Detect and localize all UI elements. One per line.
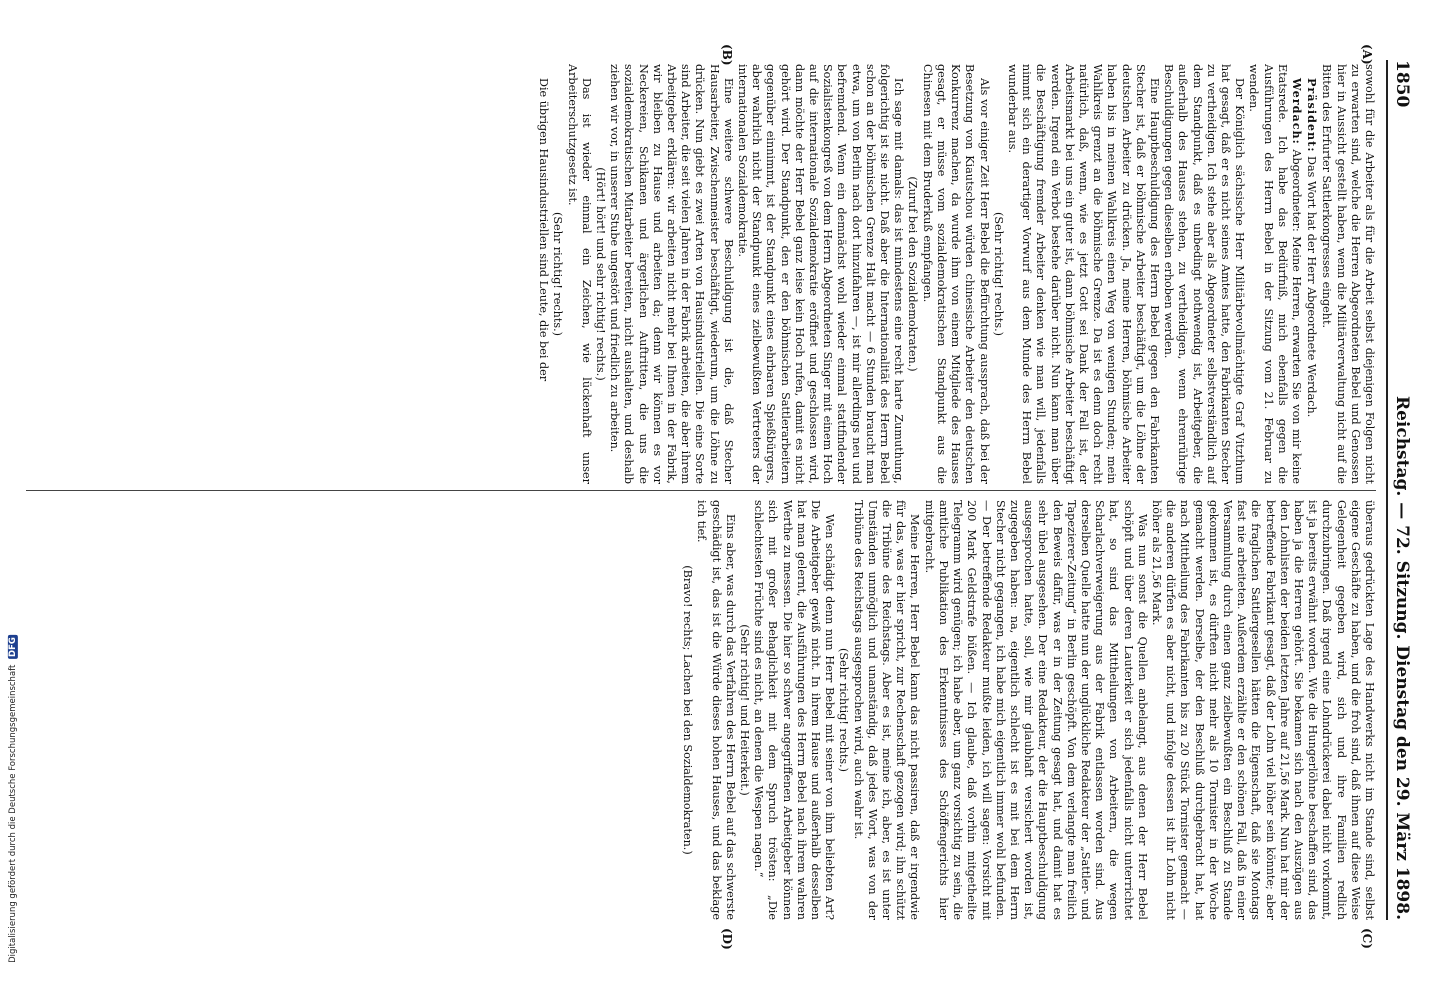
paragraph-text: (Sehr richtig! rechts.) [551, 211, 565, 337]
paragraph-text: (Hört! hört! und sehr richtig! rechts.) [594, 167, 608, 381]
paragraph [850, 500, 921, 920]
paragraph-text: Wen schädigt denn nun Herr Bebel mit seiner von ihm beliebten Art? Die Arbeitgeber gewiß nicht. In ihrem Hause und außerhalb desselben hat man gelernt, die Ausführungen des Herrn Bebel nach ihrem wahren Werthe zu messen. Die hier so schwer angegriffenen Arbeitgeber können sich mit großer Behaglichkeit mit dem Spruch trösten: „Die schlechtesten Früchte sind es nicht, an denen die Wespen nagen.“ [752, 500, 837, 920]
paragraph-text: Eine weitere schwere Beschuldigung ist die, daß Stecher Hausarbeiter, Zwischenmeister beschäftigt, wiederum, um die Löhne zu drücken. Nun giebt es zwei Arten von Hausindustriellen. Die eine Sorte sind Arbeiter, die seit vielen Jahren in der Fabrik arbeiten, die aber ihrem Arbeitgeber erklären: wir arbeiten nicht mehr bei Ihnen in der Fabrik, wir bleiben zu Hause und arbeiten da; denn wir können es vor Neckereien, Schikanen und ärgerlichen Auftritten, die uns die sozialdemokratischen Mitarbeiter bereiten, nicht aushalten, und deshalb ziehen wir vor, in unserer Stube ungestört und friedlich zu arbeiten. [608, 64, 735, 484]
paragraph-text: Meine Herren, Herr Bebel kann das nicht passiren, daß er irgendwie für das, was er hier spricht, zur Rechenschaft gezogen wird; ihn schützt die Tribüne des Reichstags. Aber es ist, meine ich, aber, es ist unter Umständen unmöglich und unanständig, daß jedes Wort, was von der Tribüne des Reichstags ausgesprochen wird, auch wahr ist. [851, 500, 922, 920]
paragraph [1161, 64, 1246, 484]
paragraph [536, 64, 550, 484]
page-header [1392, 60, 1412, 920]
paragraph [1319, 64, 1376, 484]
dfg-logo-icon: DFG [8, 637, 19, 657]
paragraph-text: Die übrigen Hausindustriellen sind Leute, die bei der [537, 78, 551, 382]
paragraph-text: Eins aber, was durch das Verfahren des Herrn Bebel auf das schwerste geschädigt ist, das ist die Würde dieses hohen Hauses, und das beklage ich tief. [695, 500, 737, 920]
paragraph-text: Als vor einiger Zeit Herr Bebel die Befürchtung aussprach, daß bei der Besetzung von Kiautschou würden chinesische Arbeiter den deutschen Konkurrenz machen, da wurde ihm von einem Mitgliede des Hauses gesagt, er müsse vom sozialdemokratischen Standpunkt aus die Chinesen mit dem Bruderkuß empfangen. [920, 64, 991, 484]
paragraph [1304, 64, 1319, 484]
paragraph [1246, 64, 1304, 484]
paragraph [922, 500, 1149, 920]
paragraph [550, 64, 564, 484]
paragraph-text: (Sehr richtig! rechts.) [991, 211, 1005, 337]
paragraph [607, 64, 735, 484]
paragraph [1005, 64, 1161, 484]
paragraph-text: (Sehr richtig! und Heiterkeit.) [738, 624, 752, 796]
header-rule [1386, 60, 1388, 920]
paragraph-text: Das Wort hat der Herr Abgeordnete Werdach. [1305, 156, 1319, 418]
paragraph [905, 64, 919, 484]
paragraph-text: Das ist wieder einmal ein Zeichen, wie lückenhaft unser Arbeiterschutzgesetz ist. [565, 64, 593, 484]
paragraph [991, 64, 1005, 484]
paragraph [920, 64, 991, 484]
credit-text: Digitalisierung gefördert durch die Deutsche Forschungsgemeinschaft [8, 664, 19, 963]
paragraph [751, 500, 836, 920]
paragraph-text: Was nun sonst die Quellen anbelangt, aus denen der Herr Bebel schöpft und über deren Lauterkeit er sich jedenfalls nicht unterrichtet hat, so sind das Mittheilungen von Arbeitern, die wegen Scharlachverweigerung aus der Fabrik entlassen worden sind. Aus derselben Quelle hatte nun der unglückliche Redakteur der „Sattler- und Tapezierer-Zeitung“ in Berlin geschöpft. Von dem verlangte man freilich den Beweis dafür, was er in der Zeitung gesagt hat, und damit hat es sehr übel ausgesehen. Der eine Redakteur, der die Hauptbeschuldigung ausgesprochen hatte, soll, wie mir glaubhaft versichert worden ist, zugegeben haben: na, eigentlich schlecht ist es mit bei dem Herrn Stecher nicht gegangen, ich habe mich eigentlich immer wohl befunden. — Der betreffende Redakteur mußte leiden, ich will sagen: Vorsicht mit 200 Mark Geldstrafe büßen. — Ich glaube, daß vorhin mitgetheilte Telegramm wird genügen; ich habe aber, um ganz vorsichtig zu sein, die amtliche Publikation des Erkenntnisses des Schöffengerichts hier mitgebracht. [922, 500, 1149, 920]
paragraph [737, 500, 751, 920]
column-divider [26, 490, 1376, 491]
right-column [16, 500, 1376, 920]
margin-marker-c: (C) [1360, 928, 1374, 949]
digitization-credit [1, 604, 25, 994]
paragraph-text: (Sehr richtig! rechts.) [837, 647, 851, 773]
paragraph [735, 64, 905, 484]
speaker-name: Präsident: [1305, 78, 1320, 153]
paragraph-text: (Zuruf bei den Sozialdemokraten.) [906, 176, 920, 372]
paragraph-text: Abgeordneter: Meine Herren, erwarten Sie von mir keine Etatsrede. Ich habe das Bedürfniß, mich ebenfalls gegen die Ausführungen des Herrn Bebel in der Sitzung vom 21. Februar zu wenden. [1247, 64, 1303, 484]
paragraph-text: Ich sage mit damals: das ist mindestens eine recht harte Zumuthung, folgerichtig ist sie nicht. Daß aber die Internationalität des Herrn Bebel schon an der böhmischen Grenze Halt macht — 6 Stunden braucht man etwa, um von Berlin nach dort hinzufahren —, ist mir allerdings neu und befremdend. Wenn ein demnächst wohl wieder einmal stattfindender Sozialistenkongreß von dem Herrn Abgeordneten Singer mit einem Hoch auf die internationale Sozialdemokratie eröffnet und geschlossen wird, dann möchte der Herr Bebel ganz leise kein Hoch rufen, damit es nicht gehört wird. Der Standpunkt, den er den böhmischen Sattlerarbeitern gegenüber einnimmt, ist der Standpunkt eines ehrbaren Spießbürgers, aber wahrlich nicht der Standpunkt eines zielbewußten Vertreters der internationalen Sozialdemokratie. [736, 64, 906, 484]
paragraph [564, 64, 592, 484]
paragraph-text: überaus gedrückten Lage des Handwerks nicht im Stande sind, selbst eigene Geschäfte zu haben, und die froh sind, daß ihnen auf diese Weise Gelegenheit gegeben wird, sich und ihre Familien redlich durchzubringen. Daß irgend eine Lohndrückerei dabei nicht vorkommt, ist ja bereits erwähnt worden. Wie die Hungerlöhne beschaffen sind, das haben ja die Herren gehört. Sie bekamen sich nach den Auszügen aus den Lohnlisten der beiden letzten Jahre auf 21,56 Mark. Nun hat mir der betreffende Fabrikant gesagt, daß der Lohn viel höher sein könnte; aber die fraglichen Sattlergesellen hätten die Eigenschaft, daß sie Montags fast nie arbeiteten. Außerdem erzählte er den schönen Fall, daß in einer Versammlung durch einen ganz zielbewußten ein Beschluß zu Stande gekommen ist, es dürften nicht mehr als 10 Tornister in der Woche gemacht werden. Derselbe, der den Beschluß durchgebracht hat, hat nach Mittheilung des Fabrikanten bis zu 20 Stück Tornister gemacht — die anderen dürfen es aber nicht, und infolge dessen ist ihr Lohn nicht höher als 21,56 Mark. [1149, 500, 1376, 920]
paragraph [836, 500, 850, 920]
paragraph-text: Eine Hauptbeschuldigung des Herrn Bebel gegen den Fabrikanten Stecher ist, daß er böhmische Arbeiter beschäftigt, um die Löhne der deutschen Arbeiter zu drücken. Ja, meine Herren, böhmische Arbeiter haben bis in meinen Wahlkreis einen Weg von wenigen Stunden; mein Wahlkreis grenzt an die böhmische Grenze. Da ist es denn doch recht natürlich, daß, wenn, wie es jetzt Gott sei Dank der Fall ist, der Arbeitsmarkt bei uns ein guter ist, dann böhmische Arbeiter beschäftigt werden. Irgend ein Verbot bestehe darüber nicht. Nun kann man über die Beschäftigung fremder Arbeiter denken wie man will, jedenfalls nimmt sich ein derartiger Vorwurf aus dem Munde des Herrn Bebel wunderbar aus. [1005, 64, 1161, 484]
paragraph [1149, 500, 1376, 920]
paragraph-text: Der Königlich sächsische Herr Militärbevollmächtigte Graf Vitzthum hat gesagt, daß er es nicht seines Amtes hatte, den Fabrikanten Stecher zu vertheidigen. Ich stehe aber als Abgeordneter selbstverständlich auf dem Standpunkt, daß es unbedingt nothwendig ist, Arbeitgeber, die außerhalb des Hauses stehen, zu vertheidigen, wenn ehrenrührige Beschuldigungen gegen dieselben erhoben werden. [1162, 64, 1247, 484]
paragraph-text: (Bravo! rechts; Lachen bei den Sozialdemokraten.) [681, 565, 695, 855]
paragraph [694, 500, 737, 920]
margin-marker-b: (B) [720, 44, 734, 66]
page-number: 1850 [1392, 60, 1412, 108]
margin-marker-d: (D) [720, 928, 734, 950]
left-column [16, 64, 1376, 484]
margin-marker-a: (A) [1360, 44, 1374, 65]
paragraph-text: sowohl für die Arbeiter als für die Arbeit selbst diejenigen Folgen nicht zu erwarten sind, welche die Herren Abgeordneten Bebel und Genossen hier in Aussicht gestellt haben, wenn die Militärverwaltung nicht auf die Bitten des Erfurter Sattlerkongresses eingeht. [1320, 64, 1376, 484]
paragraph [680, 500, 694, 920]
paragraph [593, 64, 607, 484]
speaker-name: Werdach: [1289, 78, 1304, 145]
running-title: Reichstag. — 72. Sitzung. Dienstag den 29. März 1898. [1392, 395, 1412, 920]
